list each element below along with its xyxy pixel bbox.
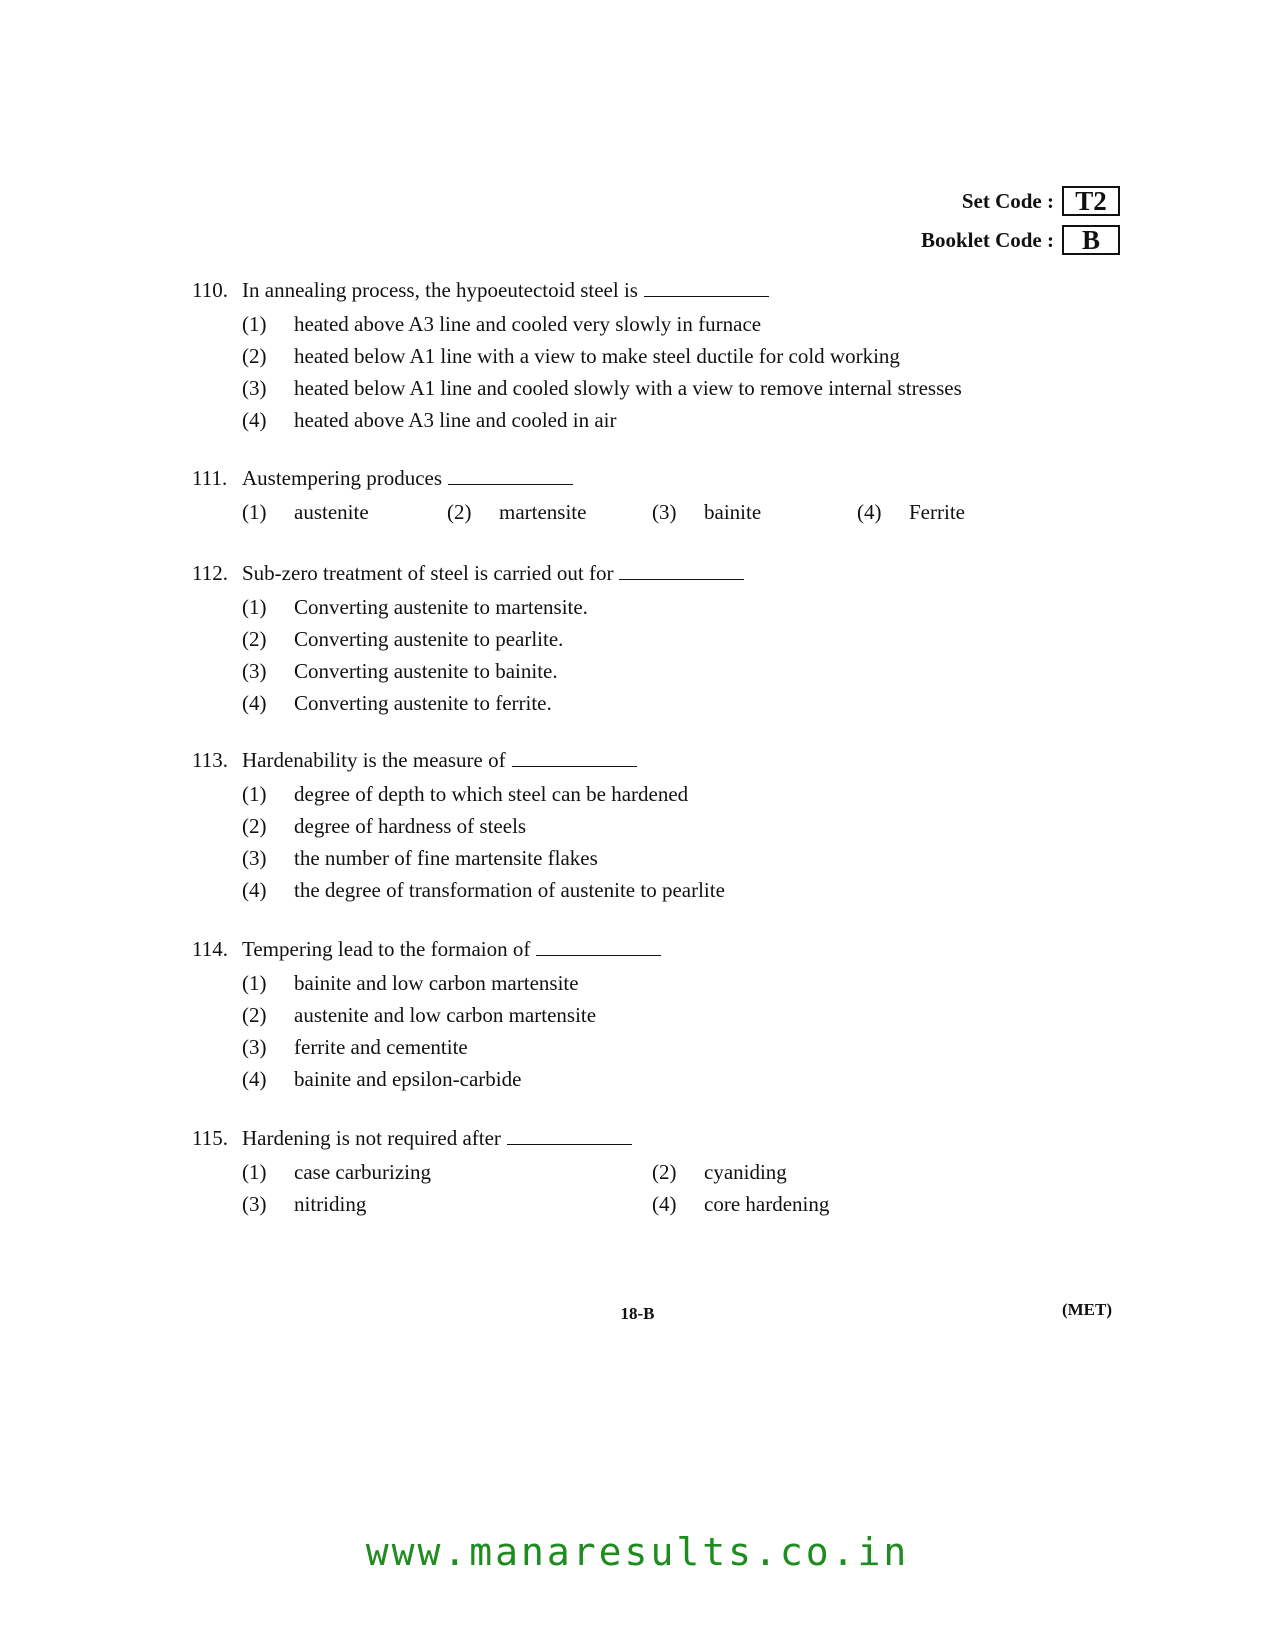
question-number: 113. (192, 748, 228, 772)
option (447, 496, 652, 528)
option-text: heated below A1 line and cooled slowly with a view to remove internal stresses (294, 376, 962, 400)
option-text: martensite (499, 500, 587, 524)
question-number: 114. (192, 937, 228, 961)
option-text: bainite (704, 500, 762, 524)
option (242, 372, 1092, 404)
option (242, 308, 1092, 340)
option-number: (1) (242, 1160, 267, 1184)
question-text: Hardenability is the measure of (242, 748, 506, 772)
booklet-code-label: Booklet Code : (921, 227, 1054, 252)
option (242, 687, 1092, 719)
option (652, 496, 857, 528)
option-text: austenite (294, 500, 369, 524)
set-code-label: Set Code : (961, 188, 1054, 213)
question-number: 111. (192, 466, 228, 490)
question-text: Tempering lead to the formaion of (242, 937, 531, 961)
option (242, 1188, 652, 1220)
option-number: (2) (652, 1160, 677, 1184)
option (242, 340, 1092, 372)
option-number: (3) (242, 376, 267, 400)
answer-blank (644, 280, 769, 297)
option-text: degree of depth to which steel can be hardened (294, 782, 689, 806)
option (652, 1156, 952, 1188)
option-text: ferrite and cementite (294, 1035, 468, 1059)
option-text: Converting austenite to martensite. (294, 595, 588, 619)
option-number: (4) (652, 1192, 677, 1216)
option (242, 591, 1092, 623)
option-text: bainite and epsilon-carbide (294, 1067, 522, 1091)
website-watermark: www.manaresults.co.in (365, 1530, 910, 1574)
option-number: (4) (857, 500, 882, 524)
question-114 (192, 935, 1092, 1095)
question-stem (192, 276, 1092, 304)
question-110 (192, 276, 1092, 436)
option (242, 967, 1092, 999)
option-number: (2) (242, 627, 267, 651)
question-stem (192, 935, 1092, 963)
question-stem (192, 746, 1092, 774)
question-111 (192, 464, 1092, 528)
question-text: In annealing process, the hypoeutectoid steel is (242, 278, 638, 302)
answer-blank (619, 563, 744, 580)
option-text: heated above A3 line and cooled very slowly in furnace (294, 312, 762, 336)
option (652, 1188, 952, 1220)
option-number: (4) (242, 691, 267, 715)
option-number: (2) (242, 814, 267, 838)
question-stem (192, 464, 1092, 492)
option-text: Ferrite (909, 500, 965, 524)
question-stem (192, 1124, 1092, 1152)
option-number: (1) (242, 500, 267, 524)
option (242, 655, 1092, 687)
option-number: (1) (242, 971, 267, 995)
option (242, 1031, 1092, 1063)
set-code-box: T2 (1062, 186, 1120, 216)
question-115 (192, 1124, 1092, 1220)
option (242, 810, 1092, 842)
option-number: (2) (242, 344, 267, 368)
option (242, 874, 1092, 906)
option-number: (1) (242, 595, 267, 619)
question-stem (192, 559, 1092, 587)
option (242, 842, 1092, 874)
option (857, 496, 1062, 528)
booklet-code-box: B (1062, 225, 1120, 255)
option-number: (2) (242, 1003, 267, 1027)
option-number: (3) (652, 500, 677, 524)
question-number: 115. (192, 1126, 228, 1150)
option-number: (4) (242, 878, 267, 902)
option-number: (4) (242, 408, 267, 432)
option-text: the number of fine martensite flakes (294, 846, 598, 870)
option-number: (1) (242, 782, 267, 806)
option-text: case carburizing (294, 1160, 432, 1184)
option-text: nitriding (294, 1192, 367, 1216)
answer-blank (512, 750, 637, 767)
option-text: degree of hardness of steels (294, 814, 527, 838)
option-text: austenite and low carbon martensite (294, 1003, 597, 1027)
answer-blank (448, 468, 573, 485)
subject-code: (MET) (1061, 1300, 1112, 1319)
option-number: (1) (242, 312, 267, 336)
option (242, 778, 1092, 810)
option (242, 623, 1092, 655)
option-text: Converting austenite to ferrite. (294, 691, 552, 715)
option-text: core hardening (704, 1192, 830, 1216)
option (242, 1156, 652, 1188)
question-113 (192, 746, 1092, 906)
option (242, 999, 1092, 1031)
question-text: Sub-zero treatment of steel is carried out for (242, 561, 614, 585)
option-text: cyaniding (704, 1160, 787, 1184)
option-number: (3) (242, 846, 267, 870)
option-number: (3) (242, 659, 267, 683)
option (242, 1063, 1092, 1095)
option-text: the degree of transformation of austenite to pearlite (294, 878, 725, 902)
question-number: 110. (192, 278, 228, 302)
set-code (962, 186, 1120, 216)
page-number: 18-B (620, 1304, 655, 1323)
option-number: (2) (447, 500, 472, 524)
option-number: (4) (242, 1067, 267, 1091)
question-number: 112. (192, 561, 228, 585)
question-text: Hardening is not required after (242, 1126, 501, 1150)
option-text: heated below A1 line with a view to make steel ductile for cold working (294, 344, 900, 368)
option-text: Converting austenite to pearlite. (294, 627, 564, 651)
question-112 (192, 559, 1092, 719)
option-number: (3) (242, 1035, 267, 1059)
option-text: bainite and low carbon martensite (294, 971, 579, 995)
option-number: (3) (242, 1192, 267, 1216)
answer-blank (507, 1128, 632, 1145)
booklet-code (921, 225, 1120, 255)
option (242, 496, 447, 528)
option-text: Converting austenite to bainite. (294, 659, 558, 683)
question-text: Austempering produces (242, 466, 443, 490)
answer-blank (536, 939, 661, 956)
option (242, 404, 1092, 436)
option-text: heated above A3 line and cooled in air (294, 408, 617, 432)
